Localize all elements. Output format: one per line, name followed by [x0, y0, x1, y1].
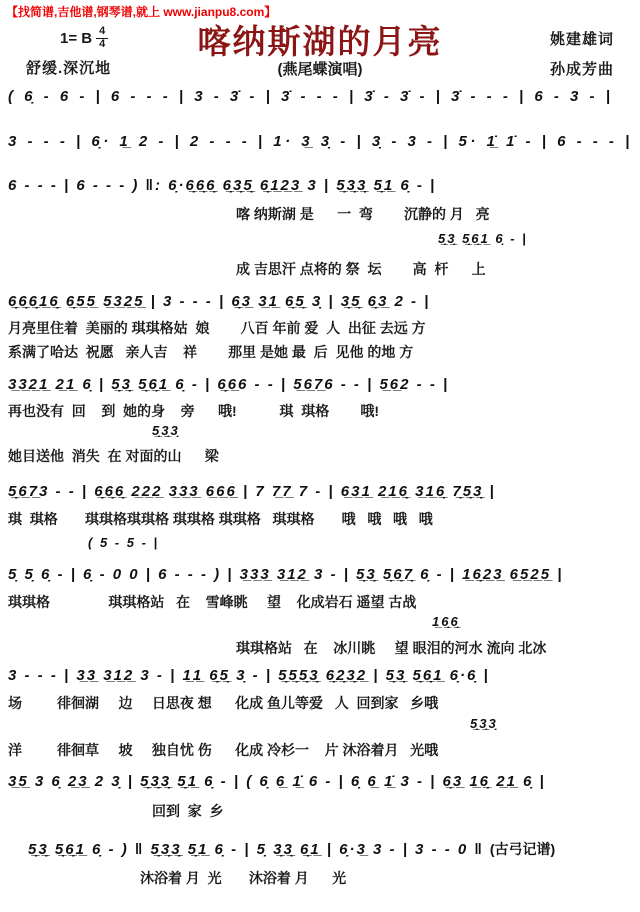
lyric-line-6: 琪 琪格 琪琪格琪琪格 琪琪格 琪琪格 琪琪格 哦 哦 哦 哦 [8, 511, 433, 527]
notation-line-4: 6̲̣6̲̣6̲̣1̲6̲̣ 6̲̣5̲5̲ 5̲3̲2̲5̲ | 3 - - - | 6̲̣3̲ 3̲1̲ 6̲̣5̲̣ 3̣ | 3̲̣5̲̣ 6̲̣3̲ 2 - | [8, 293, 431, 310]
lyric-line-7b: 琪琪格站 在 冰川眺 望 眼泪的河水 流向 北冰 [236, 640, 547, 656]
notation-line-3: 6 - - - | 6 - - - ) ‖: 6̣·6̲̣6̲̣6̲̣ 6̲̣3̲̣5̲̣ 6̲̣1̲2̲3̲ 3 | 5̲̣3̲̣3̲̣ 5̲̣1̲ 6̣ - | [8, 177, 437, 194]
tempo-marking: 舒缓.深沉地 [26, 60, 112, 77]
grace-notes-line-7: 1̲6̲̣6̲̣ [432, 614, 460, 629]
grace-notes-line-8: 5̲̣3̲̣3̣ [470, 716, 498, 731]
notation-line-2: 3 - - - | 6̣· 1̲ 2 - | 2 - - - | 1· 3̲ 3̣ - | 3̣ - 3 - | 5· 1̲̇ 1̇ - | 6 - - - | [8, 133, 633, 150]
notation-line-10: 5̲̣3̲̣ 5̲̣6̲̣1̲ 6̣ - ) ‖ 5̲̣3̲̣3̲̣ 5̲̣1̲ 6̣ - | 5̣ 3̲̣3̲̣ 6̲̣1̲ | 6̣·3̲ 3 - | 3 - - 0 ‖ [28, 841, 484, 858]
lyric-line-4b: 系满了哈达 祝愿 亲人吉 祥 那里 是她 最 后 见他 的地 方 [8, 344, 414, 360]
lyric-line-5a: 再也没有 回 到 她的身 旁 哦! 琪 琪格 哦! [8, 403, 380, 419]
notation-line-5: 3̲3̲2̲1̲ 2̲1̲ 6̣ | 5̲̣3̲̣ 5̲̣6̲̣1̲ 6̣ - | 6̲̣6̲6 - - | 5̲6̲7̲6 - - | 5̲6̲2 - - | [8, 376, 450, 393]
lyric-line-8a: 场 徘徊湖 边 日思夜 想 化成 鱼儿等爱 人 回到家 乡哦 [8, 695, 439, 711]
time-signature-denominator: 4 [99, 37, 106, 50]
ending-annotation: (古弓记谱) [489, 841, 556, 857]
notation-line-9: 3̲5̲ 3 6̣ 2̲3̲ 2 3̣ | 5̲̣3̲̣3̲̣ 5̲̣1̲ 6̣ - | ( 6̣ 6̲ 1̲̇ 6 - | 6̣ 6̲ 1̲̇ 3 - | 6̲̣3̲ 1̲6̲̣ 2̲1̲ 6̣ | [8, 773, 546, 790]
pickup-notes-line-6: ( 5 - 5 - | [88, 535, 160, 550]
notation-line-10-row [28, 839, 555, 859]
lyric-line-8b: 洋 徘徊草 坡 独自忧 伤 化成 冷杉一 片 沐浴着月 光哦 [8, 742, 439, 758]
lyric-line-9: 回到 家 乡 [152, 803, 224, 819]
key-signature-text: 1= B [60, 29, 93, 47]
lyric-line-3-voice2: 成 吉思汗 点将的 祭 坛 高 杆 上 [236, 261, 486, 277]
site-watermark: 【找简谱,吉他谱,钢琴谱,就上 www.jianpu8.com】 [6, 5, 277, 19]
song-title: 喀纳斯湖的月亮 [197, 23, 443, 60]
grace-notes-line-5: 5̲̣3̲̣3̣ [152, 423, 180, 438]
notation-line-3-voice2: 5̲̣3̲̣ 5̲̣6̲̣1̲ 6̣ - | [438, 231, 528, 246]
performer-subtitle: (燕尾蝶演唱) [277, 61, 363, 78]
notation-line-7: 5̣ 5̣ 6̣ - | 6̣ - 0 0 | 6 - - - ) | 3̲3̲3̲ 3̲1̲2̲ 3 - | 5̲̣3̲̣ 5̲̣6̲̣7̲̣ 6̣ - | 1̲6̲̣2̲3̲ 6̲5̲2̲5̲ | [8, 566, 564, 583]
notation-line-6: 5̲̣6̲7̲3 - - | 6̲̣6̲̣6̲̣ 2̲2̲2̲ 3̲3̲3̲ 6̲6̲6̲ | 7 7̲7̲ 7 - | 6̲3̲1̲ 2̲1̲6̲̣ 3̲1̲6̲̣ 7̲̣5̲̣3̲̣ | [8, 483, 496, 500]
lyric-line-3: 喀 纳斯湖 是 一 弯 沉静的 月 亮 [236, 206, 490, 222]
lyric-line-7a: 琪琪格 琪琪格站 在 雪峰眺 望 化成岩石 遥望 古战 [8, 594, 417, 610]
lyric-line-10: 沐浴着 月 光 沐浴着 月 光 [140, 870, 347, 886]
notation-line-8: 3 - - - | 3̲3̲ 3̲1̲2̲ 3 - | 1̲1̲ 6̲̣5̲̣ 3̣ - | 5̲̣5̲̣5̲̣3̲̣ 6̲̣2̲̣3̲̣2̲ | 5̲̣3̲̣ 5̲̣6̲̣1̲ 6̣·6̣ | [8, 667, 490, 684]
lyric-line-5b: 她目送他 消失 在 对面的山 梁 [8, 448, 219, 464]
notation-line-1: ( 6̣ - 6 - | 6 - - - | 3 - 3̇ - | 3̇ - - - | 3̇ - 3̇ - | 3̇ - - - | 6 - 3 - | [8, 88, 614, 105]
composer-credit: 孙成芳曲 [549, 61, 614, 78]
lyricist-credit: 姚建雄词 [549, 31, 614, 48]
time-signature-numerator: 4 [96, 26, 108, 39]
lyric-line-4a: 月亮里住着 美丽的 琪琪格姑 娘 八百 年前 爱 人 出征 去远 方 [8, 320, 426, 336]
